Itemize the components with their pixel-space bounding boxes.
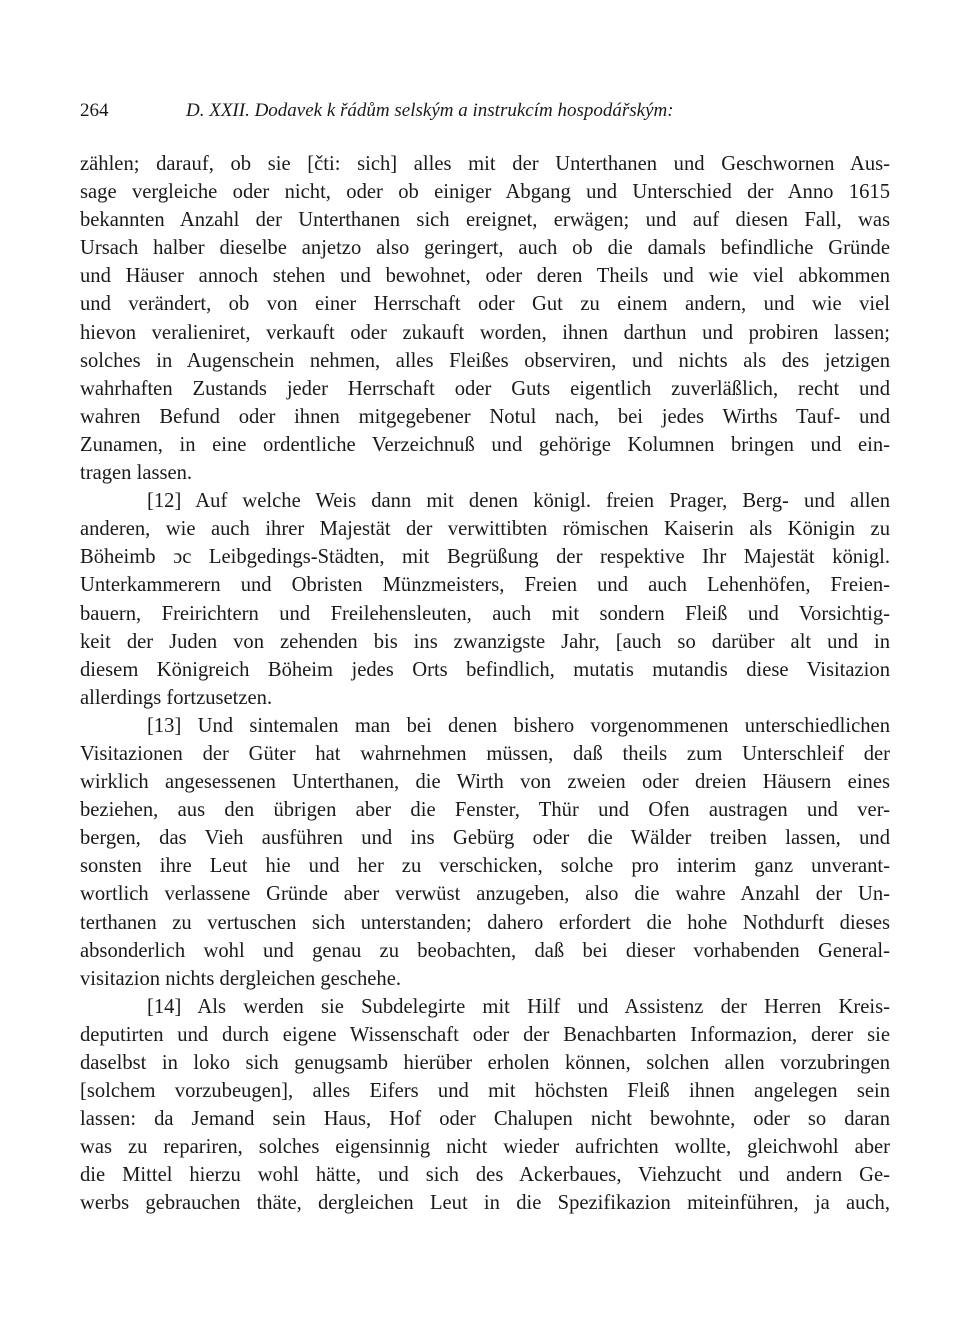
running-title: D. XXII. Dodavek k řádům selským a instrukcím hospodářským: <box>186 100 674 121</box>
text-line: solches in Augenschein nehmen, alles Fleißes observiren, und nichts als des jetzigen <box>80 349 890 372</box>
running-head <box>80 96 890 126</box>
text-line: bauern, Freirichtern und Freilehensleuten, auch mit sondern Fleiß und Vorsichtig- <box>80 602 890 625</box>
text-line: Böheimb ɔc Leibgedings-Städten, mit Begrüßung der respektive Ihr Majestät königl. <box>80 546 890 569</box>
text-line: und verändert, ob von einer Herrschaft oder Gut zu einem andern, und wie viel <box>80 293 890 316</box>
text-line: lassen: da Jemand sein Haus, Hof oder Chalupen nicht bewohnte, oder so daran <box>80 1108 890 1131</box>
text-line: wortlich verlassene Gründe aber verwüst anzugeben, also die wahre Anzahl der Un- <box>80 883 890 906</box>
text-line: und Häuser annoch stehen und bewohnet, oder deren Theils und wie viel abkommen <box>80 265 890 288</box>
text-line: die Mittel hierzu wohl hätte, und sich des Ackerbaues, Viehzucht und andern Ge- <box>80 1164 890 1187</box>
page-number: 264 <box>80 100 109 121</box>
text-line: daselbst in loko sich genugsamb hierüber erholen können, solchen allen vorzubringen <box>80 1052 890 1074</box>
text-line: [14] Als werden sie Subdelegirte mit Hilf und Assistenz der Herren Kreis- <box>147 995 890 1018</box>
text-line: Visitazionen der Güter hat wahrnehmen müssen, daß theils zum Unterschleif der <box>80 742 890 765</box>
paragraph-4 <box>80 993 890 1218</box>
text-line: visitazion nichts dergleichen geschehe. <box>80 967 402 990</box>
text-line: sonsten ihre Leut hie und her zu verschicken, solche pro interim ganz unverant- <box>80 855 890 878</box>
text-line: Zunamen, in eine ordentliche Verzeichnuß und gehörige Kolumnen bringen und ein- <box>80 433 890 456</box>
paragraph-1 <box>80 150 890 487</box>
text-line: allerdings fortzusetzen. <box>80 686 273 709</box>
text-line: bekannten Anzahl der Unterthanen sich ereignet, erwägen; und auf diesen Fall, was <box>80 209 890 232</box>
text-line: Unterkammerern und Obristen Münzmeisters, Freien und auch Lehenhöfen, Freien- <box>80 574 890 597</box>
text-line: zählen; darauf, ob sie [čti: sich] alles mit der Unterthanen und Geschwornen Aus- <box>80 153 890 175</box>
text-line: diesem Königreich Böheim jedes Orts befindlich, mutatis mutandis diese Visitazion <box>80 658 890 681</box>
text-line: [12] Auf welche Weis dann mit denen königl. freien Prager, Berg- und allen <box>147 490 890 513</box>
paragraph-2 <box>80 487 890 712</box>
text-line: bergen, das Vieh ausführen und ins Gebürg oder die Wälder treiben lassen, und <box>80 827 890 850</box>
text-line: anderen, wie auch ihrer Majestät der verwittibten römischen Kaiserin als Königin zu <box>80 518 890 541</box>
text-line: terthanen zu vertuschen sich unterstanden; dahero erfordert die hohe Nothdurft dieses <box>80 911 890 934</box>
text-line: deputirten und durch eigene Wissenschaft oder der Benachbarten Informazion, derer sie <box>80 1023 890 1046</box>
text-line: [solchem vorzubeugen], alles Eifers und mit höchsten Fleiß ihnen angelegen sein <box>80 1080 890 1103</box>
text-line: wirklich angesessenen Unterthanen, die Wirth von zweien oder dreien Häusern eines <box>80 771 890 794</box>
text-line: [13] Und sintemalen man bei denen bishero vorgenommenen unterschiedlichen <box>147 714 890 737</box>
text-line: tragen lassen. <box>80 462 193 485</box>
text-line: beziehen, aus den übrigen aber die Fenster, Thür und Ofen austragen und ver- <box>80 799 890 822</box>
body-text <box>80 150 890 1218</box>
text-line: absonderlich wohl und genau zu beobachten, daß bei dieser vorhabenden General- <box>80 939 890 962</box>
paragraph-3 <box>80 712 890 993</box>
text-line: was zu repariren, solches eigensinnig nicht wieder aufrichten wollte, gleichwohl aber <box>80 1136 890 1159</box>
text-line: Ursach halber dieselbe anjetzo also geringert, auch ob die damals befindliche Gründe <box>80 237 890 260</box>
text-line: wahren Befund oder ihnen mitgegebener Notul nach, bei jedes Wirths Tauf- und <box>80 405 890 428</box>
text-line: hievon veralieniret, verkauft oder zukauft worden, ihnen darthun und probiren lassen; <box>80 321 890 344</box>
text-line: sage vergleiche oder nicht, oder ob einiger Abgang und Unterschied der Anno 1615 <box>80 181 890 204</box>
text-line: wahrhaften Zustands jeder Herrschaft oder Guts eigentlich zuverläßlich, recht und <box>80 377 890 400</box>
text-line: werbs gebrauchen thäte, dergleichen Leut in die Spezifikazion miteinführen, ja auch, <box>80 1192 890 1215</box>
text-line: keit der Juden von zehenden bis ins zwanzigste Jahr, [auch so darüber alt und in <box>80 630 890 653</box>
